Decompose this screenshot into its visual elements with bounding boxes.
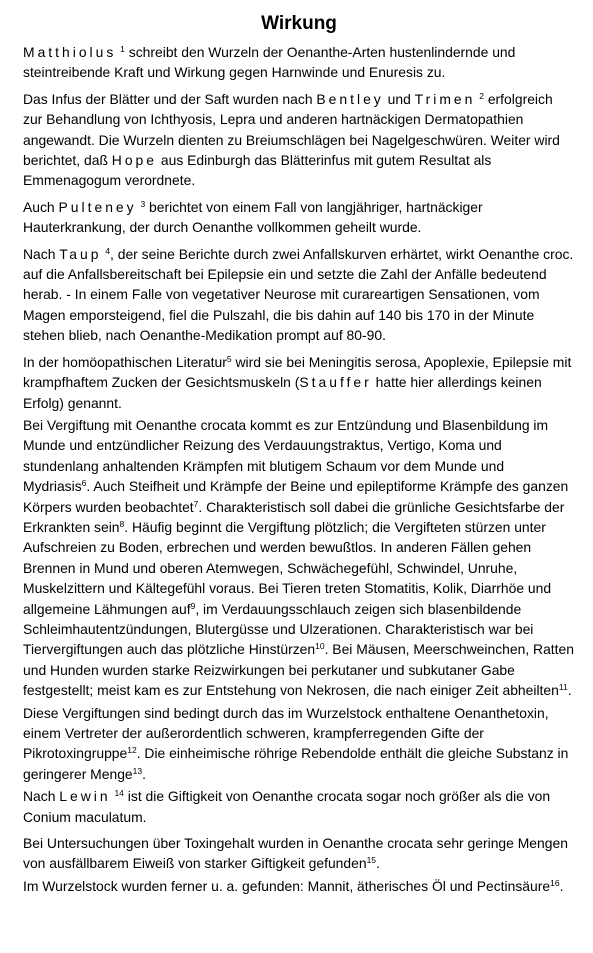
text-run: hatte hier allerdings keinen Erfolg) genannt. — [23, 374, 542, 411]
text-run: In der homöopathischen Literatur — [23, 353, 227, 370]
paragraph — [23, 352, 575, 413]
paragraph — [23, 703, 575, 785]
paragraph — [23, 415, 575, 701]
text-run: wird sie bei Meningitis serosa, Apoplexie, Epilepsie mit krampfhaftem Zucken der Gesichtsmuskeln ( — [23, 353, 572, 391]
text-run: . Die einheimische röhrige Rebendolde enthält die gleiche Substanz in geringerer Menge — [23, 745, 569, 782]
text-run: Bei Vergiftung mit Oenanthe crocata kommt es zur Entzündung und Blasenbildung im Munde und entzündlicher Reizung des Verdauungstraktus, Vertigo, Koma und stundenlang anhaltenden Krämpfen mit blutigem Schaum vor dem Munde und Mydriasis — [23, 416, 549, 495]
paragraph — [23, 833, 575, 874]
text-run: Auch — [23, 198, 59, 215]
footnote-marker: 15 — [366, 855, 377, 866]
footnote-marker: 9 — [190, 600, 196, 611]
footnote-marker: 6 — [81, 478, 87, 489]
text-run: berichtet von einem Fall von langjähriger, hartnäckiger Hauterkrankung, der durch Oenanthe vollkommen geheilt wurde. — [23, 198, 483, 236]
footnote-marker: 5 — [226, 353, 232, 364]
text-run: . Bei Mäusen, Meerschweinchen, Ratten und Hunden wurden starke Reizwirkungen bei perkutaner und subkutaner Gabe festgestellt; meist kam es zur Entstehung von Nekrosen, die nach einiger Zeit abheilten — [23, 641, 574, 699]
paragraph — [23, 197, 575, 238]
text-run: aus Edinburgh das Blätterinfus mit gutem Resultat als Emmenagogum verordnete. — [23, 152, 492, 189]
text-run: . — [142, 765, 146, 782]
footnote-marker: 2 — [479, 90, 484, 101]
footnote-marker: 8 — [119, 518, 125, 529]
paragraph — [23, 42, 575, 83]
text-run: Das Infus der Blätter und der Saft wurden nach — [23, 90, 317, 107]
text-run: Im Wurzelstock wurden ferner u. a. gefunden: Mannit, ätherisches Öl und Pectinsäure — [23, 877, 551, 894]
text-run: erfolgreich zur Behandlung von Ichthyosis, Lepra und anderen hartnäckigen Dermatopathien angewandt. Die Wurzeln dienten zu Breiumschlägen bei Nagelgeschwüren. Weiter wird berichtet, daß — [23, 90, 560, 169]
paragraph — [23, 876, 575, 896]
footnote-marker: 13 — [132, 765, 143, 776]
body-text — [23, 42, 575, 896]
text-run: . — [567, 682, 572, 699]
footnote-marker: 14 — [114, 788, 124, 799]
paragraph — [23, 244, 575, 346]
footnote-marker: 12 — [127, 745, 137, 756]
text-run: . Häufig beginnt die Vergiftung plötzlich; die Vergifteten stürzen unter Aufschreien zu Boden, erbrechen und werden bewußtlos. In anderen Fällen gehen Brennen in Mund und oberen Atemwegen, Schwächegefühl, Schwindel, Unruhe, Muskelzittern und Kältegefühl voraus. Bei Tieren treten Stomatitis, Kolik, Diarrhöe und allgemeine Lähmungen auf — [23, 518, 552, 617]
footnote-marker: 4 — [105, 245, 111, 256]
footnote-marker: 1 — [120, 44, 125, 54]
paragraph — [23, 786, 575, 827]
author-name: Bentley — [316, 90, 384, 107]
text-run: und — [383, 90, 415, 107]
footnote-marker: 7 — [193, 498, 199, 509]
text-run: schreibt den Wurzeln der Oenanthe-Arten hustenlindernde und steintreibende Kraft und Wirkung gegen Harnwinde und Enuresis zu. — [23, 44, 516, 81]
text-run: . — [559, 877, 564, 894]
author-name: Lewin — [59, 788, 111, 805]
text-run: Diese Vergiftungen sind bedingt durch das im Wurzelstock enthaltene Oenanthetoxin, einem Vertreter der außerordentlich schweren, krampferregenden Gifte der Pikrotoxingruppe — [23, 704, 549, 762]
page-title: Wirkung — [261, 13, 337, 34]
footnote-marker: 11 — [558, 682, 568, 693]
footnote-marker: 10 — [315, 641, 325, 652]
footnote-marker: 3 — [140, 198, 146, 209]
author-name: Pulteney — [58, 198, 137, 215]
text-run: Nach — [23, 788, 60, 805]
footnote-marker: 16 — [550, 877, 560, 888]
text-run: . Auch Steifheit und Krämpfe der Beine und epileptiforme Krämpfe des ganzen Körpers wurden beobachtet — [23, 478, 569, 515]
author-name: Hope — [111, 152, 158, 169]
text-run: . Charakteristisch soll dabei die grünliche Gesichtsfarbe der Erkrankten sein — [23, 498, 565, 535]
author-name: Matthiolus — [23, 44, 117, 60]
text-run: , der seine Berichte durch zwei Anfallskurven erhärtet, wirkt Oenanthe croc. auf die Anfallsbereitschaft bei Epilepsie ein und setzte die Zahl der Anfälle bedeutend herab. - In einem Falle von vegetativer Neurose mit curareartigen Sensationen, vom Magen emporsteigend, fiel die Pulszahl, die bis dahin auf 140 bis 170 in der Minute stehen blieb, nach Oenanthe-Medikation prompt auf 80-90. — [23, 245, 574, 344]
author-name: Stauffer — [299, 374, 372, 391]
text-run: Nach — [23, 245, 60, 262]
text-run: . — [376, 855, 380, 872]
author-name: Taup — [59, 245, 102, 262]
author-name: Trimen — [414, 90, 476, 107]
text-run: , im Verdauungsschlauch zeigen sich blasenbildende Schleimhautentzündungen, Blutergüsse und Ulzerationen. Charakteristisch war bei Tiervergiftungen auch das plötzliche Hinstürzen — [23, 600, 534, 658]
text-run: ist die Giftigkeit von Oenanthe crocata sogar noch größer als die von Conium maculatum. — [23, 788, 551, 825]
text-run: Bei Untersuchungen über Toxingehalt wurden in Oenanthe crocata sehr geringe Mengen von ausfällbarem Eiweiß von starker Giftigkeit gefunden — [23, 835, 568, 872]
paragraph — [23, 89, 575, 191]
